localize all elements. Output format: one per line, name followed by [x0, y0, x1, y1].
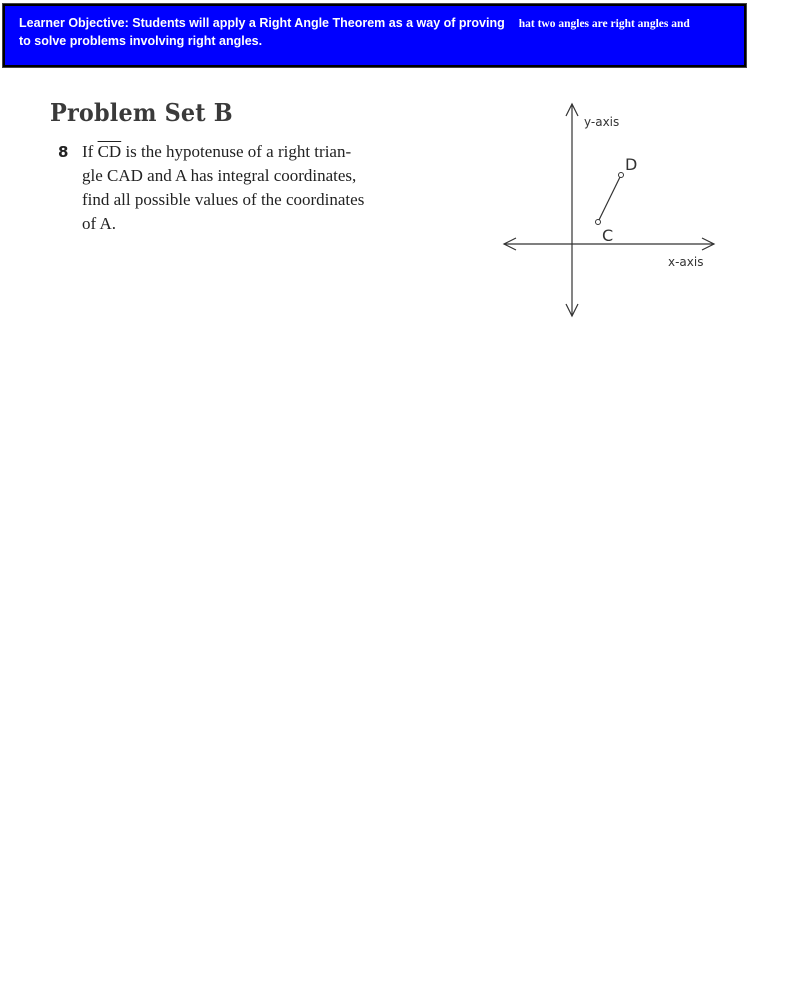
y-axis-label: y-axis	[584, 115, 620, 129]
objective-text-line2: to solve problems involving right angles.	[19, 34, 263, 48]
learner-objective-banner	[3, 4, 746, 67]
point-d	[619, 173, 624, 178]
objective-text-part2: hat two angles are right angles and	[518, 18, 690, 30]
segment-cd-line	[598, 175, 621, 222]
problem-line-1-pre: If	[82, 142, 98, 161]
objective-text-part1: Learner Objective: Students will apply a Right Angle Theorem as a way of proving	[19, 16, 505, 30]
problem-line-1	[82, 140, 482, 164]
x-axis-label: x-axis	[668, 255, 704, 269]
point-c	[596, 220, 601, 225]
coordinate-graph	[502, 100, 722, 322]
problem-number: 8	[58, 143, 69, 161]
problem-line-1-post: is the hypotenuse of a right trian-	[121, 142, 352, 161]
problem-set-heading: Problem Set B	[50, 98, 233, 127]
problem-line-2: gle CAD and A has integral coordinates,	[82, 166, 357, 185]
segment-cd: $\overline{CD}$	[97, 142, 122, 161]
problem-line-4: of A.	[82, 214, 116, 233]
point-d-label: D	[625, 155, 638, 174]
problem-text	[82, 140, 482, 236]
problem-set-scan	[40, 92, 730, 332]
problem-line-3: find all possible values of the coordinates	[82, 190, 365, 209]
point-c-label: C	[602, 226, 614, 245]
